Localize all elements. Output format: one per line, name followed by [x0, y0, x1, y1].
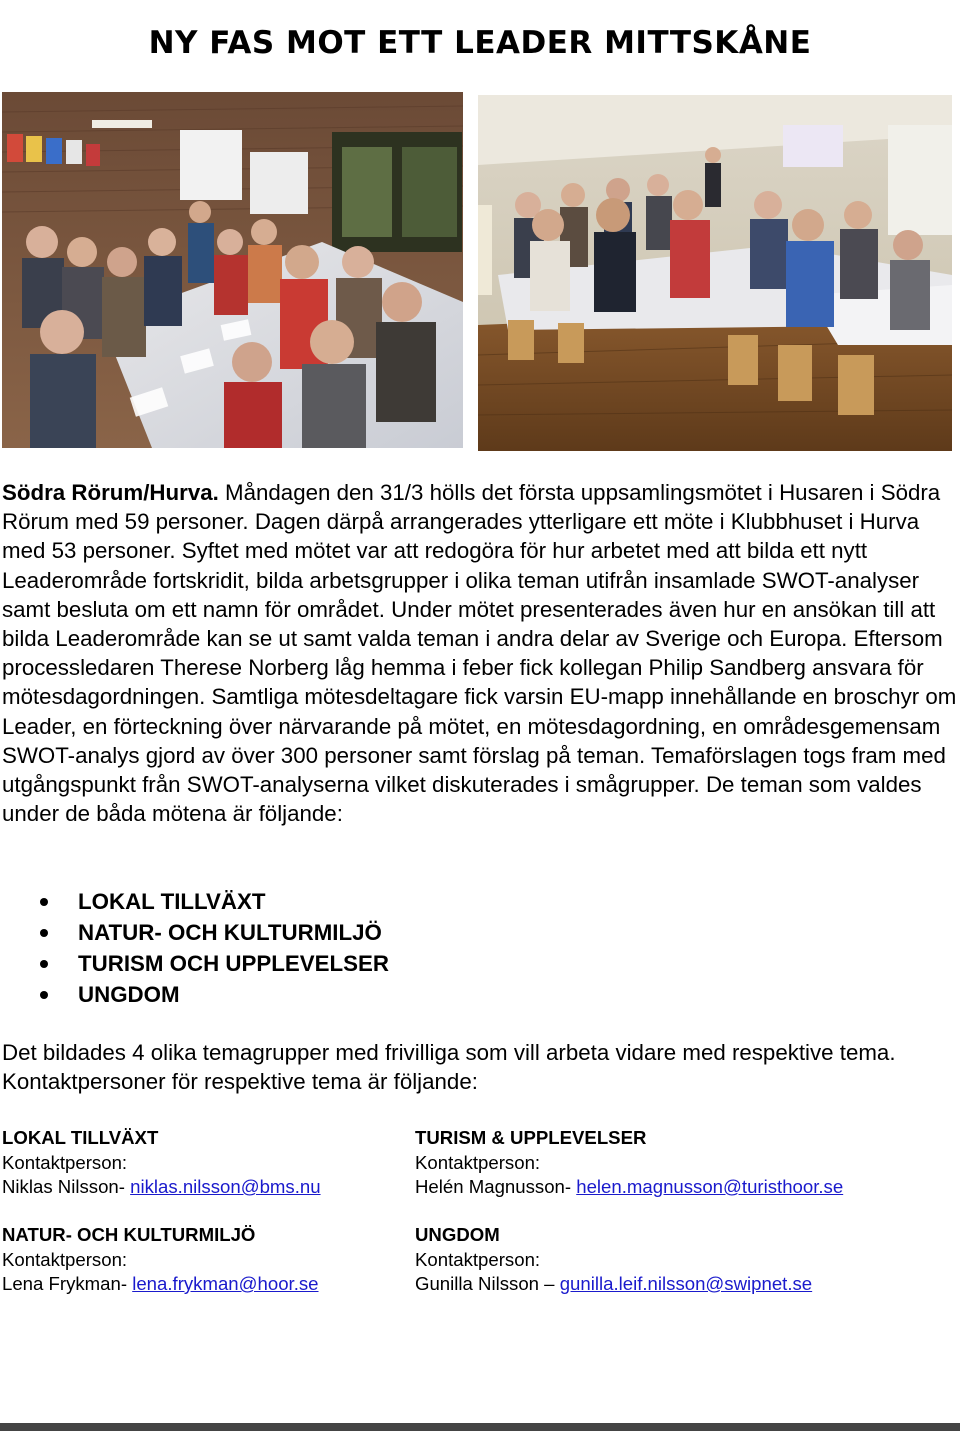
contact-label: Kontaktperson:	[415, 1151, 541, 1173]
contact-line	[2, 1272, 472, 1297]
article-text: Måndagen den 31/3 hölls det första uppsamlingsmötet i Husaren i Södra Rörum med 59 personer. Dagen därpå arrangerades ytterligare ett möte i Klubbhuset i Hurva med 53 personer. Syftet med mötet var att redogöra för hur arbetet med att bilda ett nytt Leaderområde fortskridit, bilda arbetsgrupper i olika teman utifrån insamlade SWOT-analyser samt besluta om ett namn för området. Under mötet presenterades även hur en ansökan till att bilda Leaderområde kan se ut samt valda teman i andra delar av Sverige och Europa. Eftersom processledaren Therese Norberg låg hemma i feber fick kollegan Philip Sandberg ansvara för mötesdagordningen. Samtliga mötesdeltagare fick varsin EU-mapp innehållande en broschyr om Leader, en förteckning över närvarande på mötet, en mötesdagordning, en områdesgemensam SWOT-analys gjord av över 300 personer samt förslag på teman. Temaförslagen togs fram med utgångspunkt från SWOT-analyserna vilket diskuterades i smågrupper. De teman som valdes under de båda mötena är följande:	[2, 480, 957, 827]
closing-paragraph: Det bildades 4 olika temagrupper med frivilliga som vill arbeta vidare med respektive tema. Kontaktpersoner för respektive tema är följande:	[2, 1040, 896, 1095]
theme-label: TURISM OCH UPPLEVELSER	[78, 951, 389, 976]
contact-block-ungdom	[415, 1223, 885, 1297]
bullet-icon	[40, 991, 48, 999]
contact-email-link[interactable]: lena.frykman@hoor.se	[132, 1273, 319, 1294]
contact-person: Lena Frykman-	[2, 1273, 133, 1294]
article-body	[2, 478, 960, 828]
theme-label: LOKAL TILLVÄXT	[78, 889, 266, 914]
meeting-photo-right-image	[478, 95, 952, 451]
contact-line	[415, 1272, 885, 1297]
bullet-icon	[40, 929, 48, 937]
page-title: NY FAS MOT ETT LEADER MITTSKÅNE	[148, 24, 812, 61]
contact-email-link[interactable]: niklas.nilsson@bms.nu	[130, 1176, 321, 1197]
contact-theme-heading: LOKAL TILLVÄXT	[2, 1127, 159, 1148]
bullet-icon	[40, 898, 48, 906]
contact-theme-heading: TURISM & UPPLEVELSER	[415, 1127, 647, 1148]
contact-email-link[interactable]: gunilla.leif.nilsson@swipnet.se	[559, 1273, 813, 1294]
contact-block-lokal-tillvaxt	[2, 1126, 472, 1200]
contact-person: Niklas Nilsson-	[2, 1176, 131, 1197]
meeting-photo-hurva	[478, 95, 952, 451]
contact-person: Helén Magnusson-	[415, 1176, 577, 1197]
contact-theme-heading: UNGDOM	[415, 1224, 500, 1245]
bullet-icon	[40, 960, 48, 968]
theme-label: NATUR- OCH KULTURMILJÖ	[78, 920, 382, 945]
contact-label: Kontaktperson:	[2, 1151, 128, 1173]
contact-label: Kontaktperson:	[2, 1248, 128, 1270]
meeting-photo-left-image	[2, 92, 463, 448]
contact-line	[2, 1175, 472, 1200]
footer-rule	[0, 1423, 960, 1431]
theme-item	[0, 948, 389, 979]
contact-theme-heading: NATUR- OCH KULTURMILJÖ	[2, 1224, 256, 1245]
contact-email-link[interactable]: helen.magnusson@turisthoor.se	[576, 1176, 844, 1197]
contact-block-natur-kulturmiljo	[2, 1223, 472, 1297]
contact-label: Kontaktperson:	[415, 1248, 541, 1270]
theme-label: UNGDOM	[78, 982, 180, 1007]
article-lead: Södra Rörum/Hurva.	[2, 480, 219, 505]
contact-block-turism	[415, 1126, 885, 1200]
theme-item	[0, 979, 389, 1010]
theme-list	[0, 886, 389, 1010]
meeting-photo-sodra-rorum	[2, 92, 463, 448]
theme-item	[0, 886, 389, 917]
contact-person: Gunilla Nilsson –	[415, 1273, 560, 1294]
theme-item	[0, 917, 389, 948]
contact-line	[415, 1175, 885, 1200]
